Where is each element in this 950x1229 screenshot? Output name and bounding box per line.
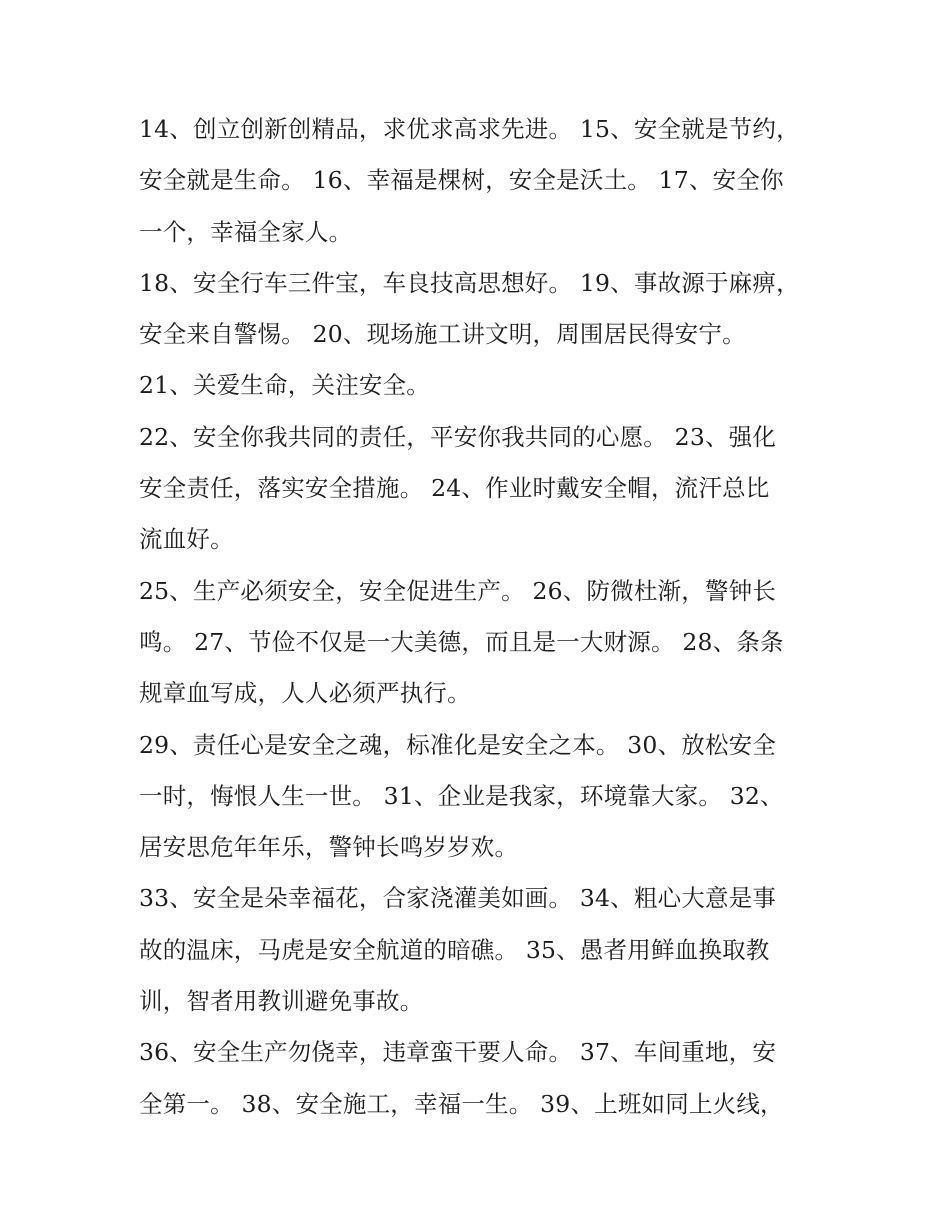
text-line: 鸣。 27、节俭不仅是一大美德，而且是一大财源。 28、条条 bbox=[139, 627, 784, 656]
text-line: 14、创立创新创精品，求优求高求先进。 15、安全就是节约， bbox=[139, 115, 800, 143]
text-line: 居安思危年年乐，警钟长鸣岁岁欢。 bbox=[139, 833, 519, 862]
text-line: 训，智者用教训避免事故。 bbox=[139, 987, 424, 1016]
text-line: 规章血写成，人人必须严执行。 bbox=[139, 679, 471, 708]
text-line: 29、责任心是安全之魂，标准化是安全之本。 30、放松安全 bbox=[139, 730, 777, 759]
text-line: 22、安全你我共同的责任，平安你我共同的心愿。 23、强化 bbox=[139, 422, 777, 451]
text-line: 33、安全是朵幸福花，合家浇灌美如画。 34、粗心大意是事 bbox=[139, 884, 777, 913]
text-line: 25、生产必须安全，安全促进生产。 26、防微杜渐，警钟长 bbox=[139, 576, 777, 605]
text-line: 36、安全生产勿侥幸，违章蛮干要人命。 37、车间重地，安 bbox=[139, 1038, 777, 1067]
text-line: 全第一。 38、安全施工，幸福一生。 39、上班如同上火线， bbox=[139, 1089, 784, 1118]
text-line: 安全就是生命。 16、幸福是棵树，安全是沃土。 17、安全你 bbox=[139, 166, 784, 195]
text-line: 21、关爱生命，关注安全。 bbox=[139, 371, 431, 400]
text-line: 一时，悔恨人生一世。 31、企业是我家，环境靠大家。 32、 bbox=[139, 781, 784, 810]
text-line: 一个，幸福全家人。 bbox=[139, 217, 353, 246]
text-line: 安全来自警惕。 20、现场施工讲文明，周围居民得安宁。 bbox=[139, 320, 746, 349]
text-line: 流血好。 bbox=[139, 525, 234, 554]
text-line: 18、安全行车三件宝，车良技高思想好。 19、事故源于麻痹， bbox=[139, 268, 800, 297]
text-line: 安全责任，落实安全措施。 24、作业时戴安全帽，流汗总比 bbox=[139, 474, 770, 503]
text-line: 故的温床，马虎是安全航道的暗礁。 35、愚者用鲜血换取教 bbox=[139, 935, 770, 964]
document-body bbox=[139, 104, 811, 1130]
